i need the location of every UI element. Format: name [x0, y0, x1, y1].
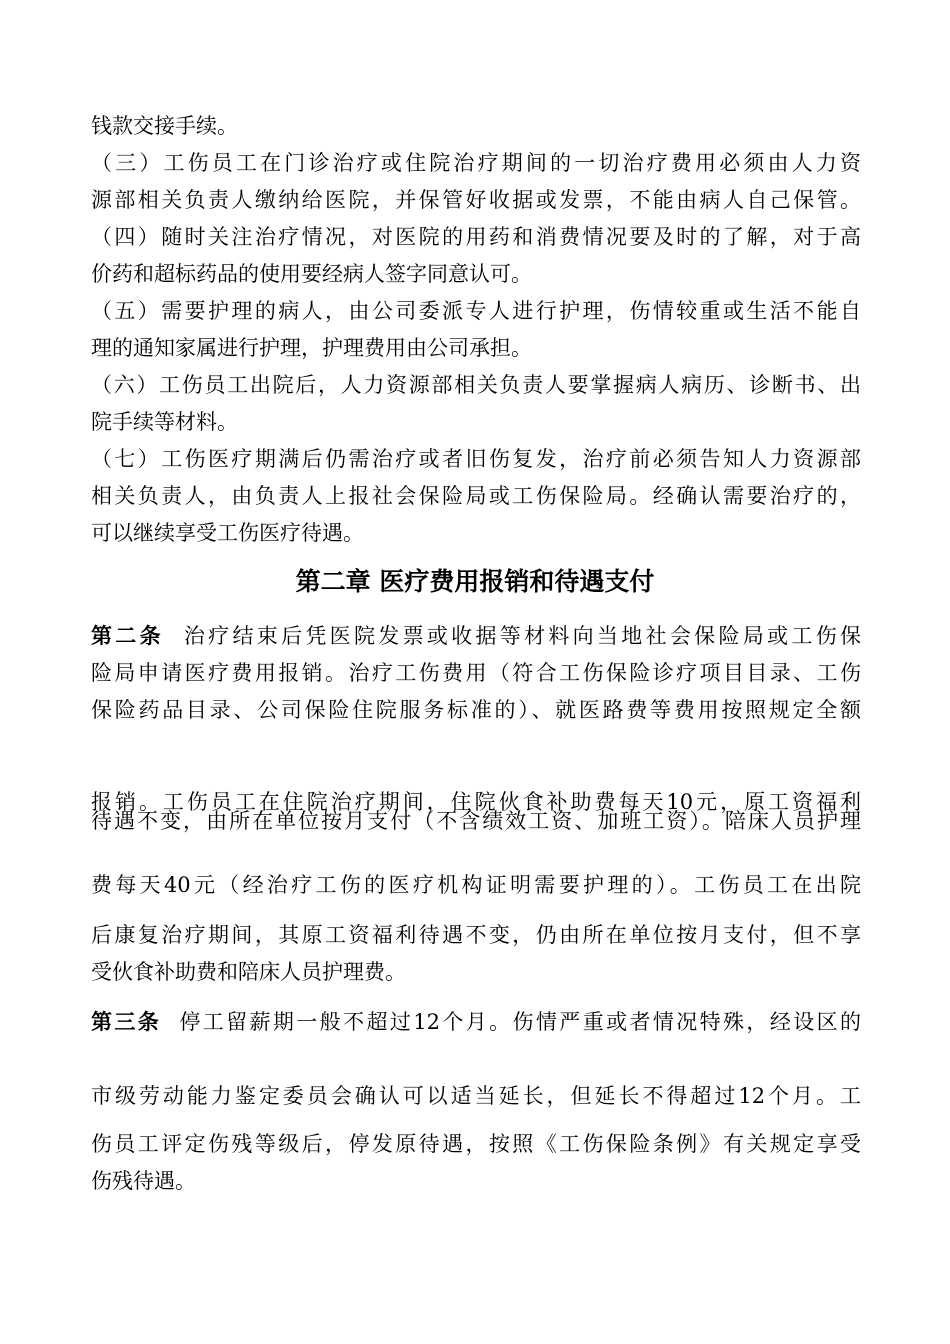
paragraph-line: 源部相关负责人缴纳给医院，并保管好收据或发票，不能由病人自己保管。 — [91, 188, 861, 212]
paragraph-line: 险局申请医疗费用报销。治疗工伤费用（符合工伤保险诊疗项目目录、工伤 — [91, 661, 861, 685]
article-two-first-line — [91, 621, 861, 651]
paragraph-line: （五）需要护理的病人，由公司委派专人进行护理，伤情较重或生活不能自 — [91, 299, 861, 323]
paragraph-line: 受伙食补助费和陪床人员护理费。 — [91, 960, 406, 984]
paragraph-line: 理的通知家属进行护理，护理费用由公司承担。 — [91, 336, 532, 360]
article-three-first-line — [91, 1007, 861, 1037]
article-three-label: 第三条 — [91, 1010, 162, 1034]
chapter-heading: 第二章 医疗费用报销和待遇支付 — [295, 567, 655, 596]
paragraph-line: 待遇不变，由所在单位按月支付（不含绩效工资、加班工资）。陪床人员护理 — [91, 809, 861, 833]
paragraph-line: 可以继续享受工伤医疗待遇。 — [91, 521, 364, 545]
paragraph-line: 费每天40元（经治疗工伤的医疗机构证明需要护理的）。工伤员工在出院 — [91, 873, 861, 897]
paragraph-line: （七）工伤医疗期满后仍需治疗或者旧伤复发，治疗前必须告知人力资源部 — [91, 447, 861, 471]
paragraph-line: 相关负责人，由负责人上报社会保险局或工伤保险局。经确认需要治疗的， — [91, 484, 861, 508]
paragraph-line: 市级劳动能力鉴定委员会确认可以适当延长，但延长不得超过12个月。工 — [91, 1084, 861, 1108]
paragraph-line: 价药和超标药品的使用要经病人签字同意认可。 — [91, 262, 532, 286]
paragraph-line: （四）随时关注治疗情况，对医院的用药和消费情况要及时的了解，对于高 — [91, 225, 861, 249]
paragraph-line: 钱款交接手续。 — [91, 114, 238, 138]
paragraph-line: （三）工伤员工在门诊治疗或住院治疗期间的一切治疗费用必须由人力资 — [91, 151, 861, 175]
article-three-text: 停工留薪期一般不超过12个月。伤情严重或者情况特殊，经设区的 — [179, 1010, 861, 1034]
paragraph-line: 后康复治疗期间，其原工资福利待遇不变，仍由所在单位按月支付，但不享 — [91, 923, 861, 947]
paragraph-line: 院手续等材料。 — [91, 410, 238, 434]
paragraph-line: （六）工伤员工出院后，人力资源部相关负责人要掌握病人病历、诊断书、出 — [91, 373, 861, 397]
article-two-text: 治疗结束后凭医院发票或收据等材料向当地社会保险局或工伤保 — [183, 624, 861, 648]
paragraph-line: 伤员工评定伤残等级后，停发原待遇，按照《工伤保险条例》有关规定享受 — [91, 1132, 861, 1156]
paragraph-line: 伤残待遇。 — [91, 1169, 196, 1193]
paragraph-line: 保险药品目录、公司保险住院服务标准的）、就医路费等费用按照规定全额 — [91, 698, 861, 722]
paragraph-line: 报销。工伤员工在住院治疗期间，住院伙食补助费每天10元，原工资福利 — [91, 790, 861, 814]
article-two-label: 第二条 — [91, 624, 164, 648]
